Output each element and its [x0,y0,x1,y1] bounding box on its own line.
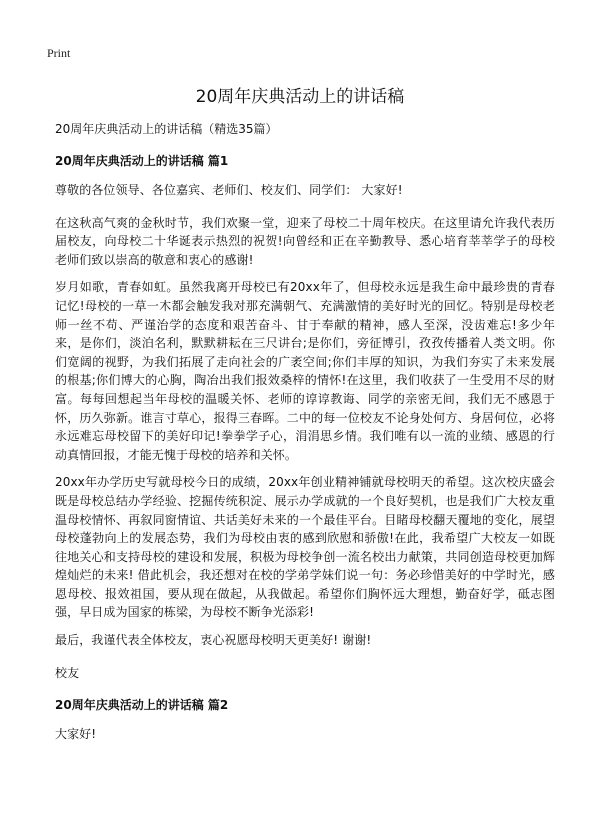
greeting-paragraph-2: 大家好! [55,727,97,742]
body-paragraph-2: 岁月如歌，青春如虹。虽然我离开母校已有20xx年了，但母校永远是我生命中最珍贵的青春记忆!母校的一草一木都会触发我对那充满朝气、充满激情的美好时光的回忆。特别是母校老师一丝不苟、严谨治学的态度和艰苦奋斗、甘于奉献的精神，感人至深，没齿难忘!多少年来，是你们，淡泊名利，默默耕耘在三尺讲台;是你们，旁征博引，孜孜传播着人类文明。你们宽阔的视野，为我们拓展了走向社会的广袤空间;你们丰厚的知识，为我们夯实了未来发展的根基;你们博大的心胸，陶冶出我们报效桑梓的情怀!在这里，我们收获了一生受用不尽的财富。每每回想起当年母校的温暖关怀、老师的谆谆教诲、同学的亲密无间，我们无不感恩于怀，历久弥新。谁言寸草心，报得三春晖。二中的每一位校友不论身处何方、身居何位，必将永远难忘母校留下的美好印记!拳拳学子心，涓涓思乡情。我们唯有以一流的业绩、感恩的行动真情回报，才能无愧于母校的培养和关怀。 [55,280,555,462]
page-title: 20周年庆典活动上的讲话稿 [195,87,405,107]
section-heading-1: 20周年庆典活动上的讲话稿 篇1 [55,154,229,168]
signature: 校友 [55,665,80,680]
section-heading-2: 20周年庆典活动上的讲话稿 篇2 [55,698,229,713]
closing-paragraph: 最后，我谨代表全体校友，衷心祝愿母校明天更美好! 谢谢! [55,633,372,648]
document-body [55,120,555,753]
greeting-paragraph: 尊敬的各位领导、各位嘉宾、老师们、校友们、同学们： 大家好! [55,183,403,197]
print-label[interactable]: Print [47,46,71,60]
document-subtitle: 20周年庆典活动上的讲话稿（精选35篇） [55,122,278,136]
body-paragraph-1: 在这秋高气爽的金秋时节，我们欢聚一堂，迎来了母校二十周年校庆。在这里请允许我代表历届校友，向母校二十华诞表示热烈的祝贺!向曾经和正在辛勤教导、悉心培育莘莘学子的母校老师们致以崇高的敬意和衷心的感谢! [55,215,555,267]
body-paragraph-3: 20xx年办学历史写就母校今日的成绩，20xx年创业精神铺就母校明天的希望。这次校庆盛会既是母校总结办学经验、挖掘传统积淀、展示办学成就的一个良好契机，也是我们广大校友重温母校情怀、再叙同窗情谊、共话美好未来的一个最佳平台。目睹母校翻天覆地的变化，展望母校蓬勃向上的发展态势，我们为母校由衷的感到欣慰和骄傲!在此，我希望广大校友一如既往地关心和支持母校的建设和发展，积极为母校争创一流名校出力献策，共同创造母校更加辉煌灿烂的未来! 借此机会，我还想对在校的学弟学妹们说一句：务必珍惜美好的中学时光，感恩母校、报效祖国，要从现在做起，从我做起。希望你们胸怀远大理想，勤奋好学，砥志图强，早日成为国家的栋梁，为母校不断争光添彩! [55,475,555,620]
